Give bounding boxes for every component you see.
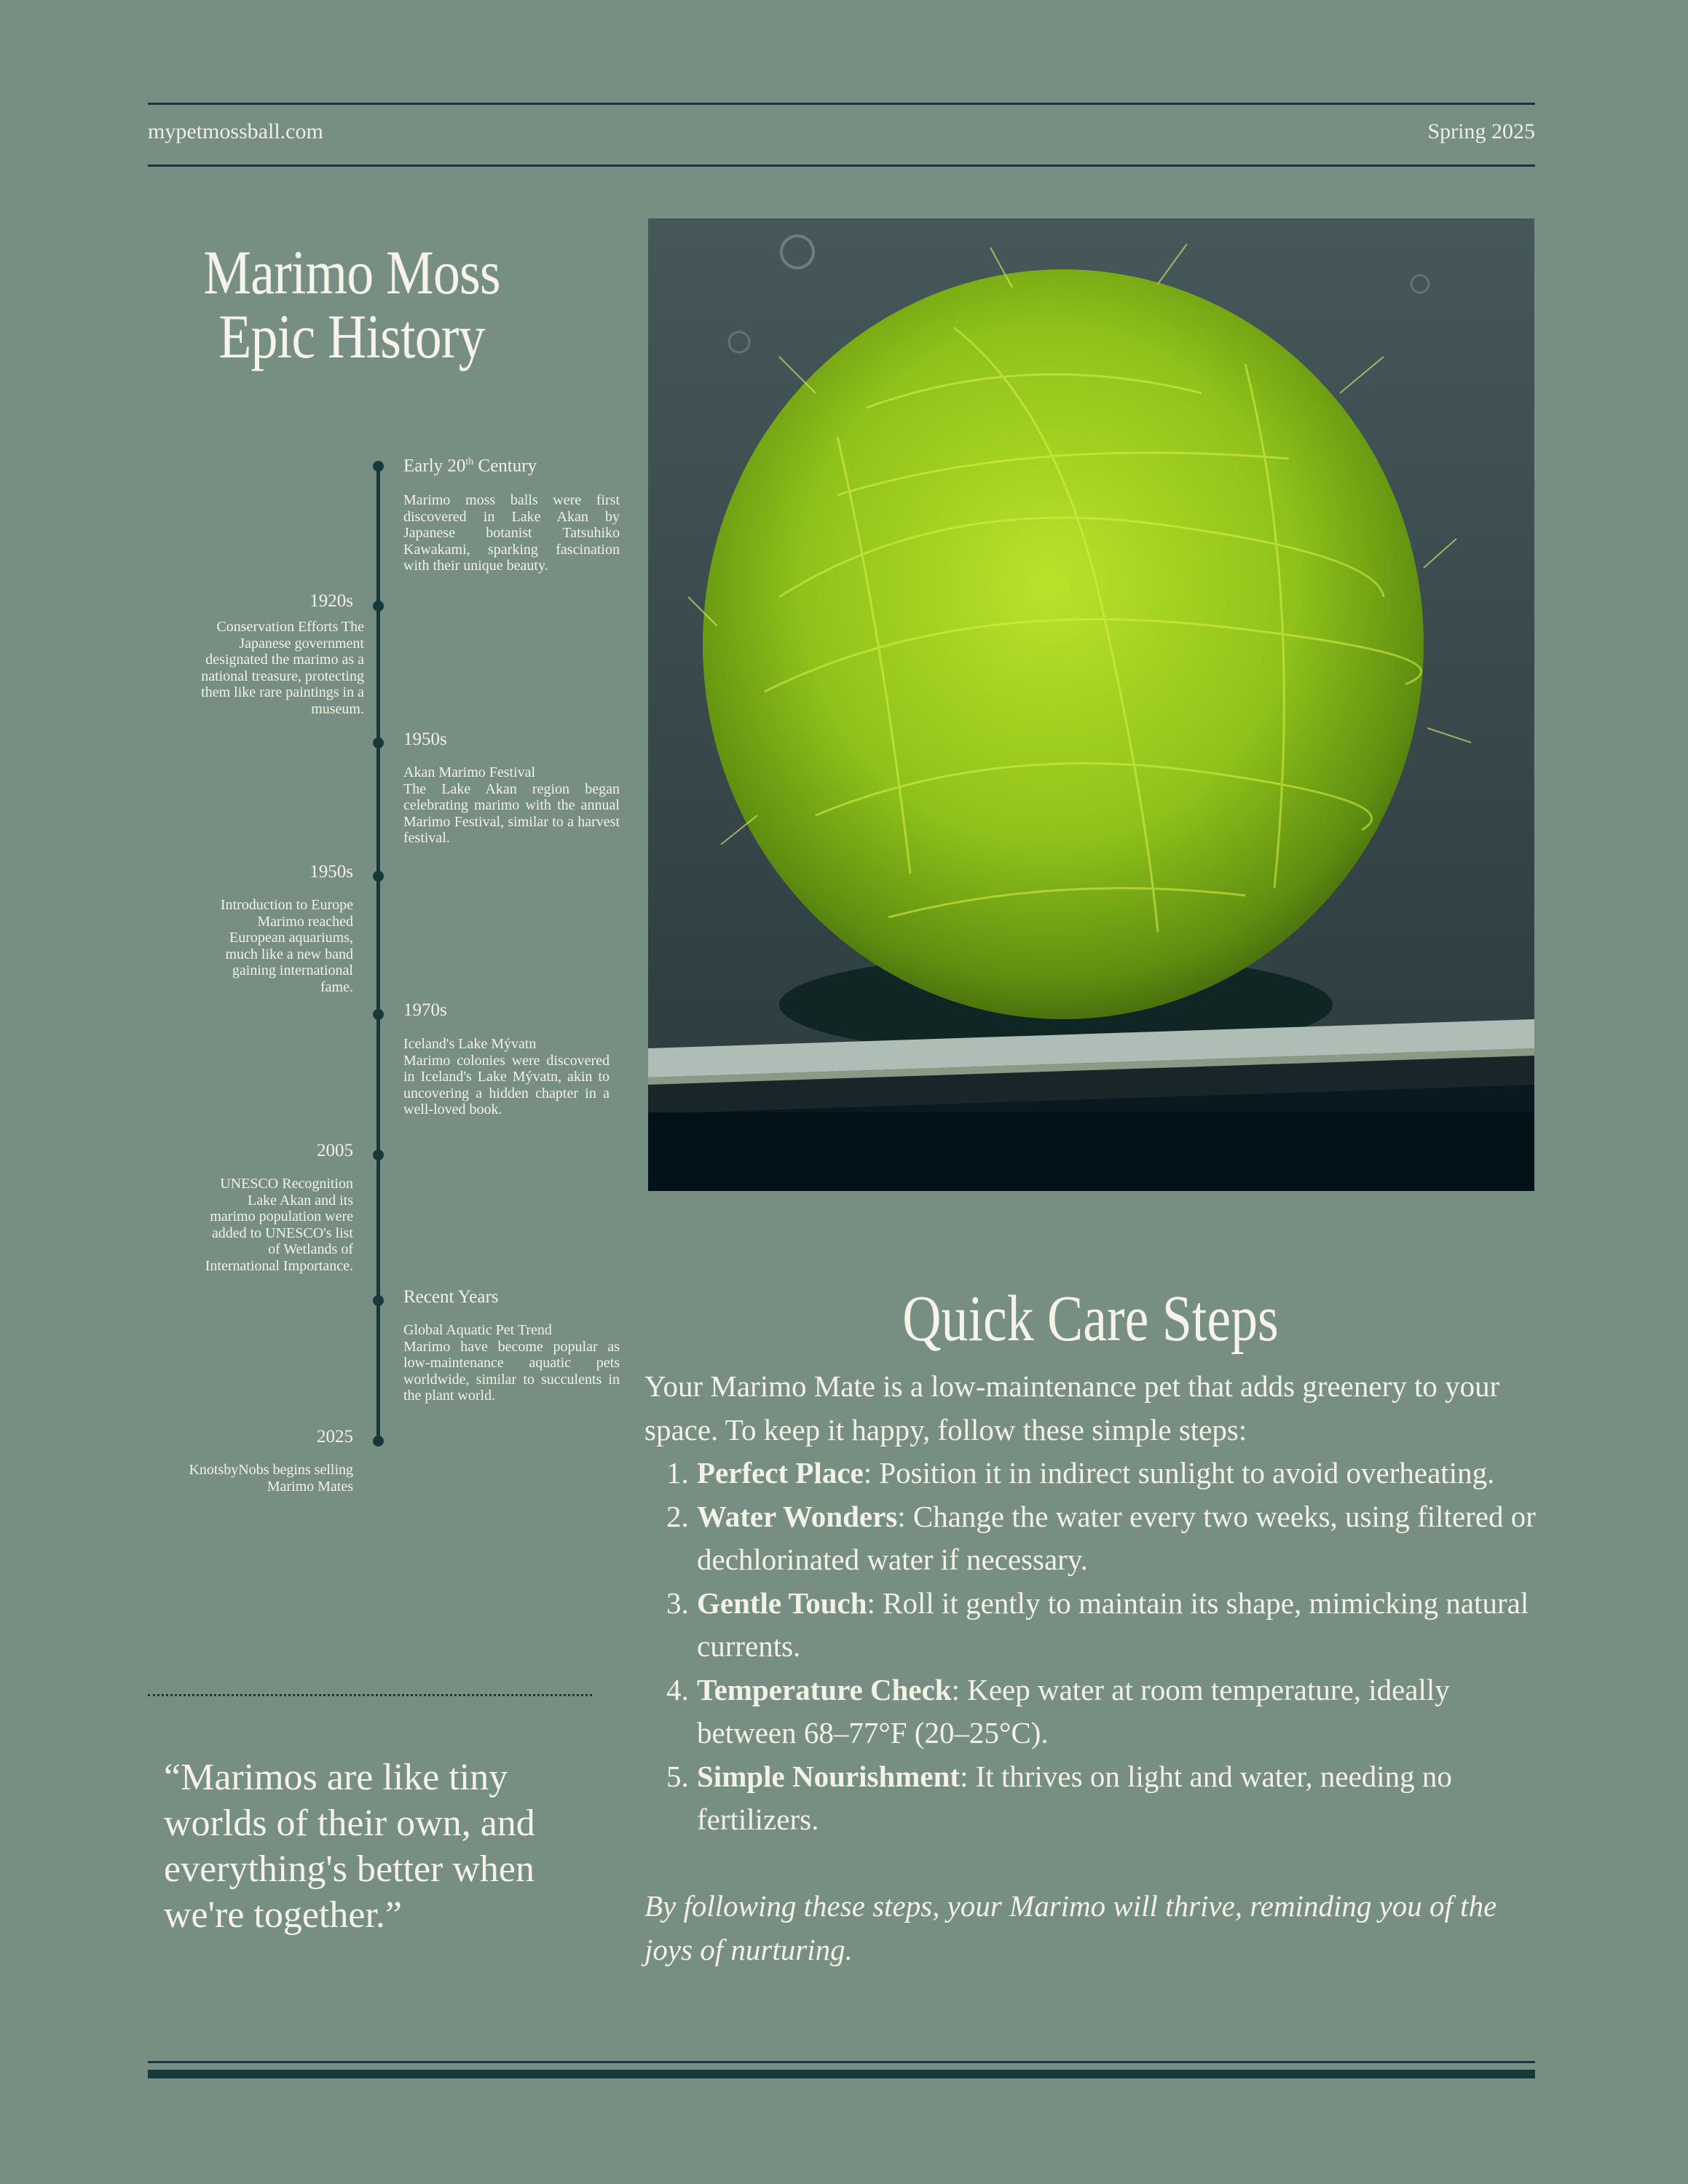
timeline-text: Marimo have become popular as low-maintenance aquatic pets worldwide, similar to succulents in the plant world. [403, 1338, 620, 1404]
timeline-date: 2025 [317, 1427, 353, 1447]
step-text: : Position it in indirect sunlight to avoid overheating. [863, 1456, 1495, 1489]
timeline-body: UNESCO Recognition Lake Akan and its marimo population were added to UNESCO's list of Wetlands of International Importance. [205, 1176, 353, 1274]
timeline-date: 1950s [309, 862, 353, 882]
step-text: : It thrives on light and water, needing no fertilizers. [697, 1759, 1452, 1836]
timeline-body: Marimo moss balls were first discovered in Lake Akan by Japanese botanist Tatsuhiko Kawakami, sparking fascination with their unique beauty. [403, 492, 620, 574]
care-outro: By following these steps, your Marimo will thrive, reminding you of the joys of nurturing. [644, 1889, 1497, 1966]
step-text: : Keep water at room temperature, ideally between 68–77°F (20–25°C). [697, 1672, 1450, 1749]
timeline-dot [373, 1436, 384, 1447]
timeline-dot [373, 1295, 384, 1306]
timeline-body: Conservation Efforts The Japanese government designated the marimo as a national treasure, protecting them like rare paintings in a museum. [201, 619, 364, 717]
step-number: 4. [666, 1672, 689, 1706]
page-title [176, 237, 527, 371]
quote-separator [148, 1694, 592, 1696]
date-text: Century [473, 456, 537, 476]
timeline-heading: Global Aquatic Pet Trend [403, 1322, 552, 1338]
timeline-date: 1970s [403, 1000, 447, 1020]
timeline-dot [373, 737, 384, 748]
timeline-body [403, 1036, 610, 1118]
step-number: 1. [666, 1456, 689, 1489]
timeline-dot [373, 601, 384, 612]
care-step [644, 1495, 1547, 1582]
timeline-text: Marimo colonies were discovered in Iceland's Lake Mývatn, akin to uncovering a hidden chapter in a well-loved book. [403, 1052, 610, 1117]
header-bottom-rule [148, 165, 1535, 167]
title-line-1: Marimo Moss [203, 237, 500, 307]
timeline-date [403, 451, 537, 477]
care-intro: Your Marimo Mate is a low-maintenance pet that adds greenery to your space. To keep it happy, follow these simple steps: [644, 1369, 1500, 1447]
site-url[interactable]: mypetmossball.com [148, 119, 323, 143]
step-number: 3. [666, 1586, 689, 1620]
timeline-dot [373, 871, 384, 882]
timeline-body: KnotsbyNobs begins selling Marimo Mates [189, 1462, 353, 1495]
timeline-date: 2005 [317, 1141, 353, 1160]
care-steps-list [644, 1452, 1547, 1842]
pull-quote: “Marimos are like tiny worlds of their own, and everything's better when we're together.” [164, 1757, 535, 1936]
timeline-text: The Lake Akan region began celebrating marimo with the annual Marimo Festival, similar to a harvest festival. [403, 780, 620, 846]
step-title: Gentle Touch [697, 1586, 867, 1620]
care-step [644, 1755, 1547, 1842]
title-line-2: Epic History [218, 301, 485, 371]
issue-season: Spring 2025 [1427, 119, 1535, 143]
care-step [644, 1669, 1547, 1755]
timeline-date: 1920s [309, 591, 353, 611]
timeline-body [403, 1322, 620, 1404]
timeline-date: 1950s [403, 729, 447, 749]
step-title: Perfect Place [697, 1456, 864, 1489]
step-text: : Change the water every two weeks, using filtered or dechlorinated water if necessary. [697, 1499, 1536, 1576]
footer-thick-rule [148, 2070, 1535, 2078]
timeline-date: Recent Years [403, 1287, 499, 1307]
timeline-dot [373, 461, 384, 472]
header-top-rule [148, 103, 1535, 105]
date-superscript: th [465, 456, 474, 467]
timeline-body [403, 764, 620, 847]
footer-thin-rule [148, 2061, 1535, 2063]
step-text: : Roll it gently to maintain its shape, mimicking natural currents. [697, 1586, 1529, 1663]
step-title: Water Wonders [697, 1499, 898, 1533]
care-step [644, 1582, 1547, 1669]
date-text: Early 20 [403, 456, 466, 476]
care-title: Quick Care Steps [902, 1283, 1279, 1355]
care-step [644, 1452, 1547, 1495]
timeline-heading: Akan Marimo Festival [403, 764, 536, 780]
step-number: 5. [666, 1759, 689, 1793]
step-title: Temperature Check [697, 1672, 952, 1706]
timeline-body: Introduction to Europe Marimo reached European aquariums, much like a new band gaining international fame. [220, 897, 353, 995]
step-number: 2. [666, 1499, 689, 1533]
marimo-photo [648, 218, 1534, 1191]
timeline-heading: Iceland's Lake Mývatn [403, 1036, 537, 1052]
timeline-dot [373, 1009, 384, 1020]
step-title: Simple Nourishment [697, 1759, 961, 1793]
timeline-dot [373, 1150, 384, 1160]
